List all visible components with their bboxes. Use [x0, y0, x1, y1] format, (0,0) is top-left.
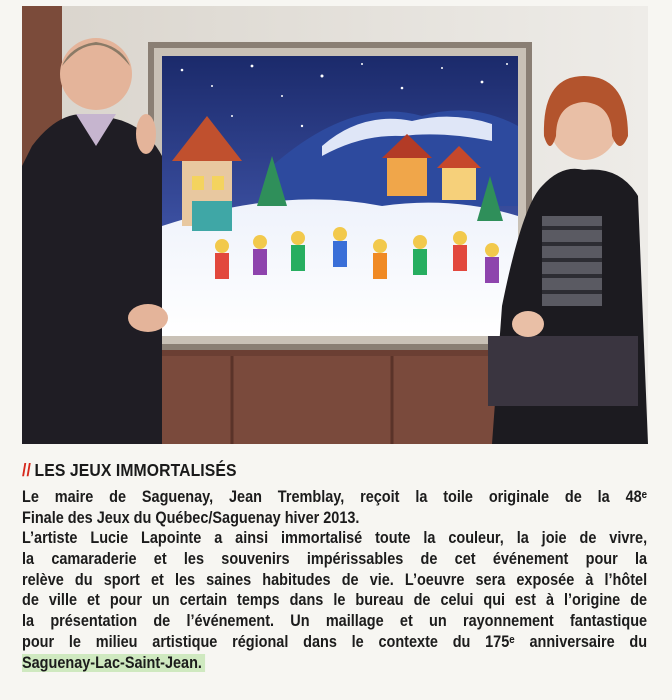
- article-line: la présentation de l’événement. Un maillage et un rayonnement fantastique: [22, 612, 648, 631]
- article-body: [22, 487, 647, 673]
- article-line: de ville et pour un certain temps dans le bureau de celui qui est à l’origine de: [22, 591, 648, 610]
- article-line: L’artiste Lucie Lapointe a ainsi immortalisé toute la couleur, la joie de vivre,: [22, 529, 648, 548]
- photo-illustration: [22, 6, 648, 444]
- article-line: relève du sport et les saines habitudes de vie. L’oeuvre sera exposée à l’hôtel: [22, 570, 648, 589]
- article-line: Le maire de Saguenay, Jean Tremblay, reçoit la toile originale de la 48ᵉ: [22, 488, 648, 506]
- article-line: pour le milieu artistique régional dans le contexte du 175ᵉ anniversaire du: [22, 632, 648, 651]
- article-heading: [22, 460, 585, 481]
- article-line-last: [22, 653, 647, 674]
- article-line: Finale des Jeux du Québec/Saguenay hiver 2013.: [22, 508, 360, 527]
- news-photo: [22, 6, 648, 444]
- article-line: la camaraderie et les souvenirs impérissables de cet événement pour la: [22, 550, 648, 569]
- heading-slashes: //: [22, 460, 31, 480]
- highlighted-region-name: Saguenay-Lac-Saint-Jean.: [22, 654, 205, 672]
- heading-text: LES JEUX IMMORTALISÉS: [34, 460, 237, 480]
